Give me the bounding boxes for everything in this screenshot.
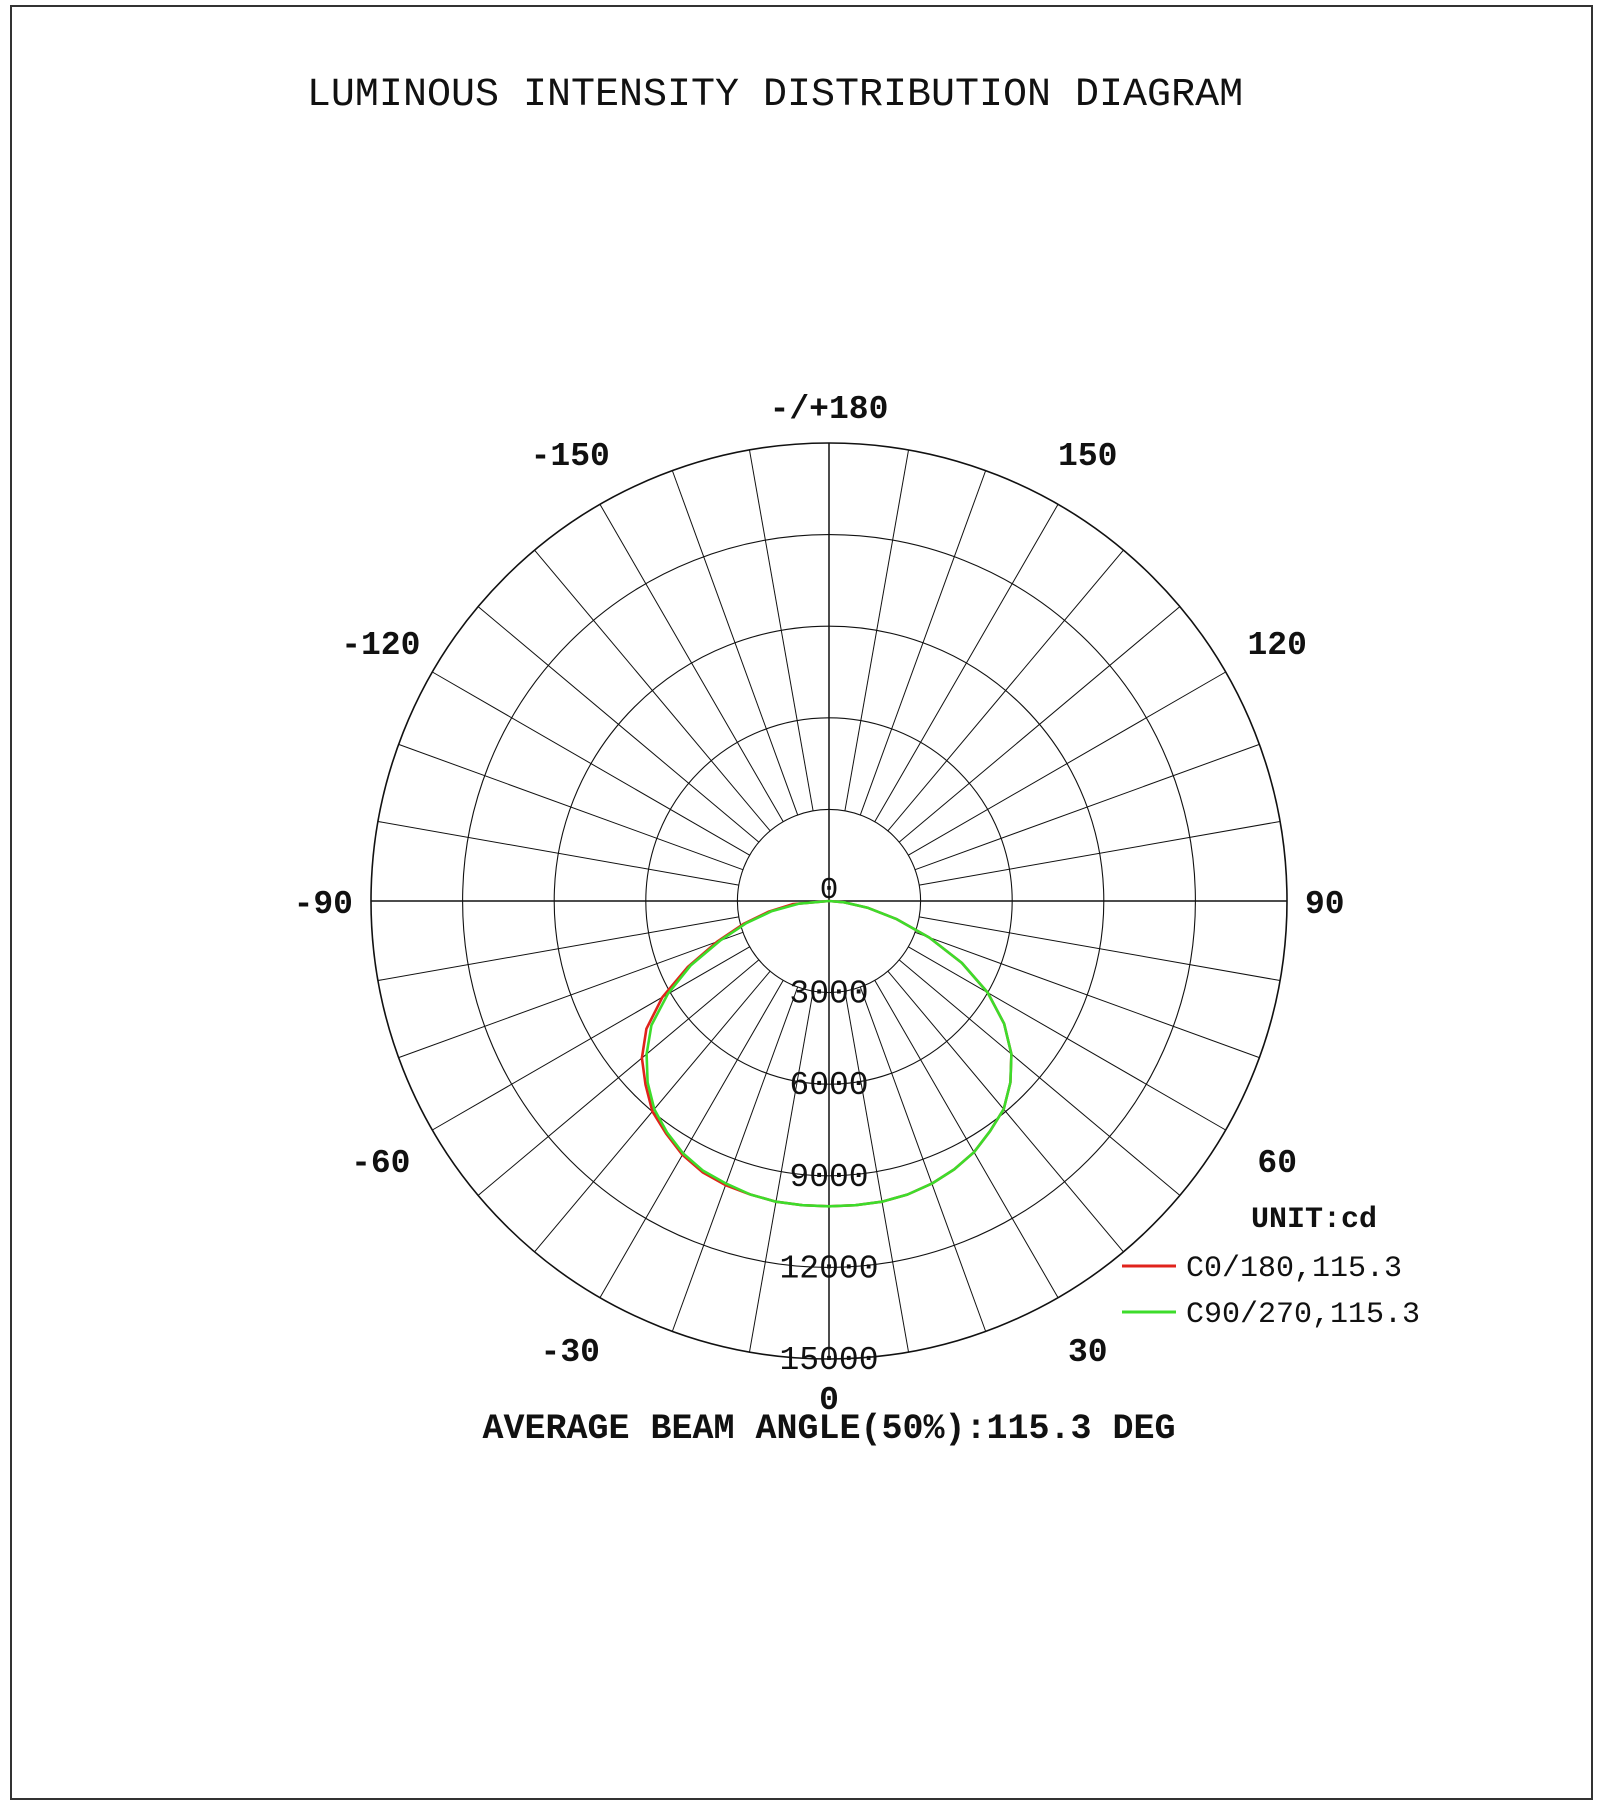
grid-spoke (888, 550, 1124, 831)
angle-label: -150 (530, 437, 610, 475)
radial-tick-label: 6000 (789, 1067, 869, 1105)
grid-spoke (899, 960, 1180, 1196)
radial-center-label: 0 (819, 873, 839, 908)
angle-label: 30 (1067, 1334, 1108, 1372)
legend-label-1: C90/270,115.3 (1186, 1298, 1421, 1332)
grid-spoke (600, 980, 783, 1297)
grid-spoke (908, 947, 1225, 1130)
grid-spoke (672, 471, 797, 815)
grid-spoke (908, 672, 1225, 855)
grid-spoke (749, 450, 813, 811)
angle-label: -30 (540, 1334, 600, 1372)
grid-spoke (478, 607, 759, 843)
grid-spoke (875, 980, 1058, 1297)
grid-spoke (432, 947, 749, 1130)
legend-label-0: C0/180,115.3 (1186, 1252, 1403, 1286)
grid-spoke (888, 971, 1124, 1252)
grid-spoke (432, 672, 749, 855)
unit-label: UNIT:cd (1251, 1203, 1378, 1237)
radial-tick-label: 15000 (779, 1342, 879, 1379)
angle-label: -120 (341, 627, 421, 665)
grid-spoke (399, 744, 743, 869)
grid-spoke (600, 504, 783, 821)
angle-label: 150 (1058, 437, 1118, 475)
legend (1122, 1252, 1420, 1332)
radial-tick-label: 9000 (789, 1158, 869, 1196)
angle-label: 60 (1257, 1144, 1298, 1182)
grid-spoke (845, 450, 909, 811)
grid-spoke (535, 550, 771, 831)
angle-label: 90 (1305, 886, 1345, 923)
beam-angle-footer: AVERAGE BEAM ANGLE(50%):115.3 DEG (482, 1409, 1176, 1449)
grid-spoke (899, 607, 1180, 843)
grid-spoke (915, 744, 1259, 869)
grid-spoke (860, 471, 985, 815)
radial-tick-label: 12000 (779, 1250, 879, 1288)
angle-label: -90 (293, 886, 353, 923)
grid-spoke (919, 821, 1280, 885)
radial-tick-label: 3000 (789, 975, 869, 1013)
chart-title: LUMINOUS INTENSITY DISTRIBUTION DIAGRAM (306, 73, 1244, 118)
grid-spoke (399, 932, 743, 1057)
angle-label: -/+180 (769, 391, 889, 428)
grid-spoke (378, 821, 739, 885)
angle-label: 120 (1247, 627, 1307, 665)
grid-spoke (875, 504, 1058, 821)
grid-spoke (919, 917, 1280, 981)
grid-spoke (478, 960, 759, 1196)
angle-label: -60 (351, 1144, 411, 1182)
grid-spoke (915, 932, 1259, 1057)
angle-label: 0 (819, 1382, 839, 1419)
